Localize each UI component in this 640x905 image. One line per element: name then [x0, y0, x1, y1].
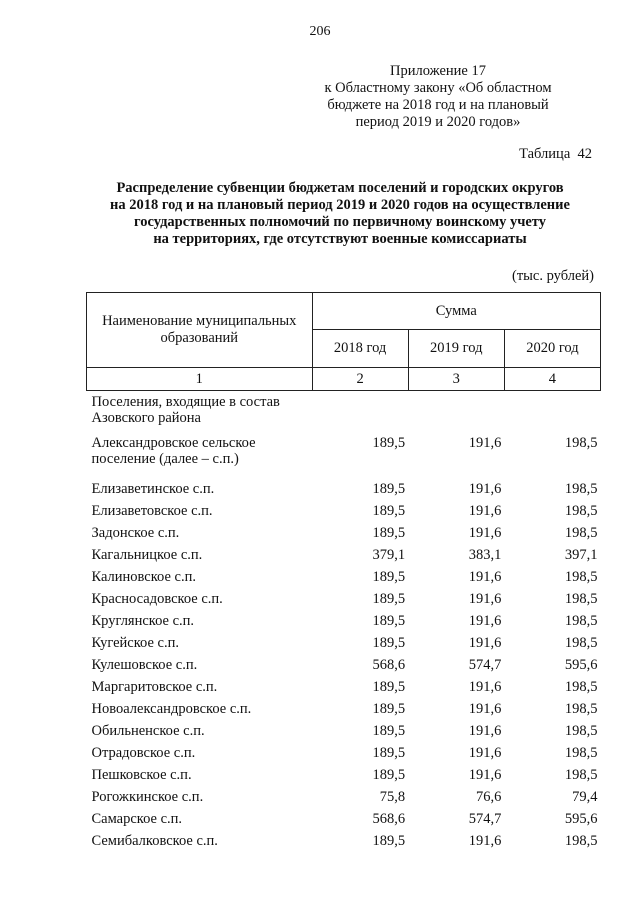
table-row [87, 629, 601, 651]
table-row [87, 519, 601, 541]
amount-2019: 191,6 [468, 701, 502, 717]
amount-2019: 191,6 [468, 525, 502, 541]
amount-2018: 189,5 [372, 525, 406, 541]
column-index: 4 [504, 368, 600, 391]
municipality-name [87, 717, 313, 739]
amount-2018: 568,6 [372, 657, 406, 673]
table-row [87, 651, 601, 673]
municipality-name-line: Самарское с.п. [91, 811, 183, 827]
municipality-name [87, 475, 313, 497]
amount-2019: 191,6 [468, 591, 502, 607]
table-row [87, 435, 601, 475]
title-line: государственных полномочий по первичному воинскому учету [134, 214, 546, 230]
amount-2018: 189,5 [372, 591, 406, 607]
amount-2018: 189,5 [372, 745, 406, 761]
amount-2019: 191,6 [468, 613, 502, 629]
municipality-name-line: Кагальницкое с.п. [91, 547, 203, 563]
table-body [87, 368, 601, 850]
amount-2018: 189,5 [372, 701, 406, 717]
amount-2019: 191,6 [468, 435, 502, 451]
amount-2019: 191,6 [468, 635, 502, 651]
municipality-name [87, 805, 313, 827]
municipality-name [87, 761, 313, 783]
table-row [87, 805, 601, 827]
municipality-name [87, 827, 313, 849]
municipality-name [87, 607, 313, 629]
amount-2019: 574,7 [468, 657, 502, 673]
municipality-name-line: Рогожкинское с.п. [91, 789, 204, 805]
municipality-name [87, 519, 313, 541]
municipality-name-line: Отрадовское с.п. [91, 745, 196, 761]
amount-2020: 397,1 [564, 547, 598, 563]
amount-2018: 189,5 [372, 635, 406, 651]
title-line: на территориях, где отсутствуют военные комиссариаты [153, 231, 527, 247]
appendix-line: Приложение 17 [390, 63, 486, 79]
table-row [87, 761, 601, 783]
amount-2019: 191,6 [468, 481, 502, 497]
group-heading [87, 391, 313, 436]
amount-2020: 198,5 [564, 481, 598, 497]
municipality-name [87, 651, 313, 673]
appendix-note [288, 63, 588, 131]
table-label: Таблица 42 [519, 146, 592, 162]
municipality-name-line: Маргаритовское с.п. [91, 679, 218, 695]
municipality-name-line: поселение (далее – с.п.) [91, 451, 239, 467]
municipality-name [87, 563, 313, 585]
table-row [87, 739, 601, 761]
document-title [70, 180, 610, 248]
amount-2020: 198,5 [564, 435, 598, 451]
municipality-name [87, 695, 313, 717]
municipality-name-line: Калиновское с.п. [91, 569, 196, 585]
municipality-name [87, 497, 313, 519]
amount-2019: 191,6 [468, 767, 502, 783]
header-sum: Сумма [312, 293, 600, 330]
municipality-name [87, 541, 313, 563]
amount-2019: 191,6 [468, 833, 502, 849]
header-name-line: Наименование муниципальных [102, 313, 297, 329]
amount-2020: 198,5 [564, 503, 598, 519]
column-index: 3 [408, 368, 504, 391]
page-number: 206 [309, 24, 331, 39]
amount-2018: 189,5 [372, 503, 406, 519]
header-year-2019: 2019 год [408, 330, 504, 368]
table-row [87, 497, 601, 519]
amount-2018: 379,1 [372, 547, 406, 563]
municipality-name [87, 585, 313, 607]
amount-2020: 198,5 [564, 723, 598, 739]
table-row [87, 695, 601, 717]
amount-2020: 595,6 [564, 811, 598, 827]
municipality-name-line: Обильненское с.п. [91, 723, 205, 739]
municipality-name-line: Пешковское с.п. [91, 767, 192, 783]
municipality-name-line: Задонское с.п. [91, 525, 180, 541]
amount-2018: 75,8 [379, 789, 406, 805]
amount-2020: 198,5 [564, 569, 598, 585]
municipality-name-line: Елизаветинское с.п. [91, 481, 215, 497]
municipality-name-line: Семибалковское с.п. [91, 833, 218, 849]
amount-2018: 189,5 [372, 767, 406, 783]
header-year-2020: 2020 год [504, 330, 600, 368]
amount-2019: 574,7 [468, 811, 502, 827]
municipality-name-line: Александровское сельское [91, 435, 256, 451]
column-index: 1 [87, 368, 313, 391]
appendix-line: к Областному закону «Об областном [324, 80, 552, 96]
amount-2020: 198,5 [564, 613, 598, 629]
municipality-name [87, 739, 313, 761]
amount-2019: 76,6 [475, 789, 502, 805]
amount-2019: 383,1 [468, 547, 502, 563]
appendix-line: период 2019 и 2020 годов» [355, 114, 521, 130]
municipality-name-line: Кулешовское с.п. [91, 657, 198, 673]
municipality-name [87, 783, 313, 805]
amount-2018: 189,5 [372, 723, 406, 739]
amount-2018: 189,5 [372, 481, 406, 497]
municipality-name [87, 673, 313, 695]
amount-2019: 191,6 [468, 723, 502, 739]
municipality-name-line: Елизаветовское с.п. [91, 503, 213, 519]
amount-2019: 191,6 [468, 569, 502, 585]
amount-2020: 198,5 [564, 679, 598, 695]
municipality-name [87, 629, 313, 651]
table-row [87, 563, 601, 585]
amount-2020: 198,5 [564, 525, 598, 541]
amount-2019: 191,6 [468, 745, 502, 761]
amount-2020: 198,5 [564, 767, 598, 783]
amount-2018: 189,5 [372, 679, 406, 695]
table-row [87, 827, 601, 849]
header-name-line: образований [160, 330, 239, 346]
amount-2020: 79,4 [572, 789, 598, 805]
amount-2018: 568,6 [372, 811, 406, 827]
municipality-name [87, 435, 313, 475]
appendix-line: бюджете на 2018 год и на плановый [327, 97, 549, 113]
units-label: (тыс. рублей) [512, 268, 594, 284]
subvention-table [86, 292, 601, 849]
title-line: Распределение субвенции бюджетам поселений и городских округов [116, 180, 564, 196]
group-heading-row [87, 391, 601, 436]
amount-2020: 198,5 [564, 745, 598, 761]
amount-2019: 191,6 [468, 503, 502, 519]
amount-2020: 198,5 [564, 701, 598, 717]
amount-2018: 189,5 [372, 569, 406, 585]
municipality-name-line: Красносадовское с.п. [91, 591, 223, 607]
table-row [87, 585, 601, 607]
group-heading-line: Азовского района [91, 410, 201, 426]
amount-2019: 191,6 [468, 679, 502, 695]
table-row [87, 475, 601, 497]
table-row [87, 673, 601, 695]
amount-2020: 198,5 [564, 591, 598, 607]
amount-2018: 189,5 [372, 833, 406, 849]
title-line: на 2018 год и на плановый период 2019 и 2020 годов на осуществление [110, 197, 570, 213]
amount-2020: 198,5 [564, 833, 598, 849]
amount-2020: 595,6 [564, 657, 598, 673]
table-row [87, 717, 601, 739]
group-heading-line: Поселения, входящие в состав [91, 394, 280, 410]
table-row [87, 607, 601, 629]
municipality-name-line: Кугейское с.п. [91, 635, 179, 651]
amount-2018: 189,5 [372, 435, 406, 451]
header-year-2018: 2018 год [312, 330, 408, 368]
amount-2020: 198,5 [564, 635, 598, 651]
column-index: 2 [312, 368, 408, 391]
table-row [87, 783, 601, 805]
municipality-name-line: Новоалександровское с.п. [91, 701, 252, 717]
municipality-name-line: Круглянское с.п. [91, 613, 195, 629]
header-municipality [87, 293, 313, 368]
column-index-row [87, 368, 601, 391]
table-row [87, 541, 601, 563]
amount-2018: 189,5 [372, 613, 406, 629]
